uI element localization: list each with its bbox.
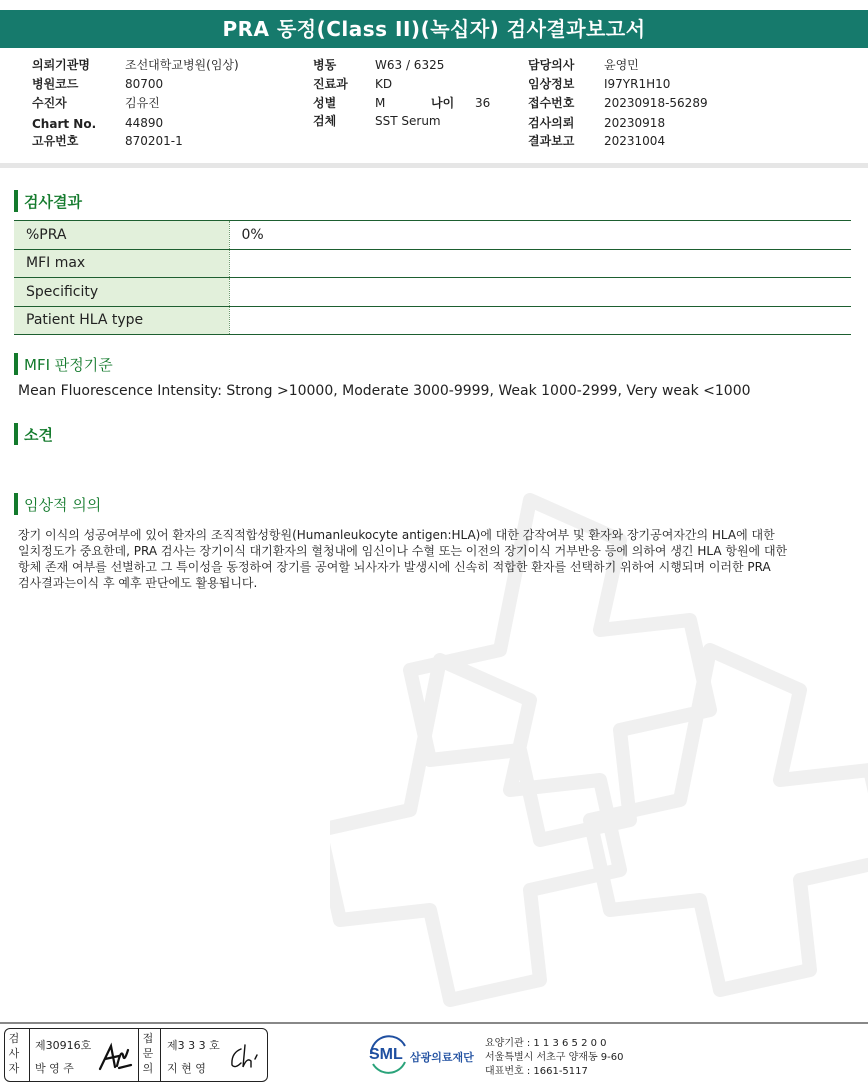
doctor-value: 윤영민 [604, 58, 639, 72]
clinical-line: 검사결과는이식 후 예후 판단에도 활용됩니다. [18, 576, 258, 590]
org-address: 서울특별시 서초구 양재동 9-60 [485, 1052, 624, 1063]
result-label: Patient HLA type [14, 306, 229, 335]
tester-license: 제30916호 [35, 1039, 92, 1052]
result-label: %PRA [14, 221, 229, 250]
reviewer-label-text: 접문의 [142, 1032, 154, 1075]
clinical-significance-text [18, 527, 838, 591]
table-row [14, 221, 851, 250]
sign-separator [29, 1029, 30, 1081]
institution-value: 조선대학교병원(임상) [125, 58, 239, 72]
results-section-title: 검사결과 [24, 192, 82, 211]
institution-label: 의뢰기관명 [32, 58, 90, 72]
section-accent-bar [14, 493, 18, 515]
result-value [229, 306, 851, 335]
request-label: 검사의뢰 [528, 116, 575, 130]
clinical-value: I97YR1H10 [604, 77, 671, 91]
doctor-label: 담당의사 [528, 58, 575, 72]
header-divider [0, 163, 868, 168]
reviewer-label [141, 1031, 155, 1076]
reviewer-signature-icon [227, 1041, 263, 1073]
result-value: 0% [229, 221, 851, 250]
results-table [14, 220, 851, 335]
section-accent-bar [14, 423, 18, 445]
receipt-value: 20230918-56289 [604, 96, 708, 110]
patient-label: 수진자 [32, 96, 67, 110]
opinion-section-heading [14, 423, 53, 445]
patient-value: 김유진 [125, 96, 160, 110]
ward-label: 병동 [313, 58, 337, 72]
result-value [229, 278, 851, 307]
results-section-heading [14, 190, 82, 212]
reviewer-name: 지 현 영 [167, 1062, 206, 1075]
clinical-section-title: 임상적 의의 [24, 495, 102, 514]
tester-name: 박 영 주 [35, 1062, 74, 1075]
tester-label-text: 검사자 [8, 1032, 20, 1075]
specimen-label: 검체 [313, 114, 337, 128]
report-date-value: 20231004 [604, 134, 666, 148]
unique-value: 870201-1 [125, 134, 183, 148]
sex-value: M [375, 96, 386, 110]
clinical-section-heading [14, 493, 101, 515]
sign-separator [160, 1029, 161, 1081]
specimen-value: SST Serum [375, 114, 441, 128]
org-name: 삼광의료재단 [410, 1051, 474, 1064]
table-row [14, 249, 851, 278]
table-row [14, 278, 851, 307]
clinical-line: 일치정도가 중요한데, PRA 검사는 장기이식 대기환자의 혈청내에 임신이나 수혈 또는 이전의 장기이식 거부반응 등에 의하여 생긴 HLA 항원에 대한 [18, 544, 788, 558]
result-label: Specificity [14, 278, 229, 307]
dept-label: 진료과 [313, 77, 348, 91]
report-title: PRA 동정(Class II)(녹십자) 검사결과보고서 [0, 10, 868, 48]
result-value [229, 249, 851, 278]
tester-label [7, 1031, 21, 1076]
mfi-section-heading [14, 353, 113, 375]
tester-signature-icon [97, 1041, 133, 1073]
footer-divider [0, 1022, 868, 1024]
receipt-label: 접수번호 [528, 96, 575, 110]
mfi-section-title: MFI 판정기준 [24, 355, 113, 374]
ward-value: W63 / 6325 [375, 58, 445, 72]
mfi-criteria-text: Mean Fluorescence Intensity: Strong >10000, Moderate 3000-9999, Weak 1000-2999, Very weak <1000 [18, 383, 751, 399]
reviewer-license: 제3 3 3 호 [167, 1039, 220, 1052]
hospital-code-label: 병원코드 [32, 77, 79, 91]
age-value: 36 [475, 96, 491, 110]
result-label: MFI max [14, 249, 229, 278]
report-date-label: 결과보고 [528, 134, 575, 148]
sign-separator [138, 1029, 139, 1081]
org-phone: 대표번호 : 1661-5117 [485, 1066, 588, 1077]
hospital-code-value: 80700 [125, 77, 164, 91]
table-row [14, 306, 851, 335]
chart-label: Chart No. [32, 117, 97, 131]
opinion-section-title: 소견 [24, 425, 53, 444]
clinical-line: 장기 이식의 성공여부에 있어 환자의 조직적합성항원(Humanleukocyte antigen:HLA)에 대한 감작여부 및 환자와 장기공여자간의 HLA에 대한 [18, 528, 775, 542]
org-code: 요양기관 : 1 1 3 6 5 2 0 0 [485, 1038, 607, 1049]
age-label: 나이 [431, 96, 455, 110]
sml-logo-text: SML [369, 1046, 403, 1063]
request-value: 20230918 [604, 116, 666, 130]
dept-value: KD [375, 77, 393, 91]
chart-value: 44890 [125, 116, 164, 130]
sex-label: 성별 [313, 96, 337, 110]
clinical-label: 임상정보 [528, 77, 575, 91]
section-accent-bar [14, 353, 18, 375]
section-accent-bar [14, 190, 18, 212]
signature-box [4, 1028, 268, 1082]
clinical-line: 항체 존재 여부를 선별하고 그 특이성을 동정하여 장기를 공여할 뇌사자가 발생시에 신속히 적합한 환자를 선택하기 위하여 시행되며 이러한 PRA [18, 560, 771, 574]
patient-info-grid [0, 55, 868, 155]
unique-label: 고유번호 [32, 134, 79, 148]
org-info [485, 1037, 624, 1079]
